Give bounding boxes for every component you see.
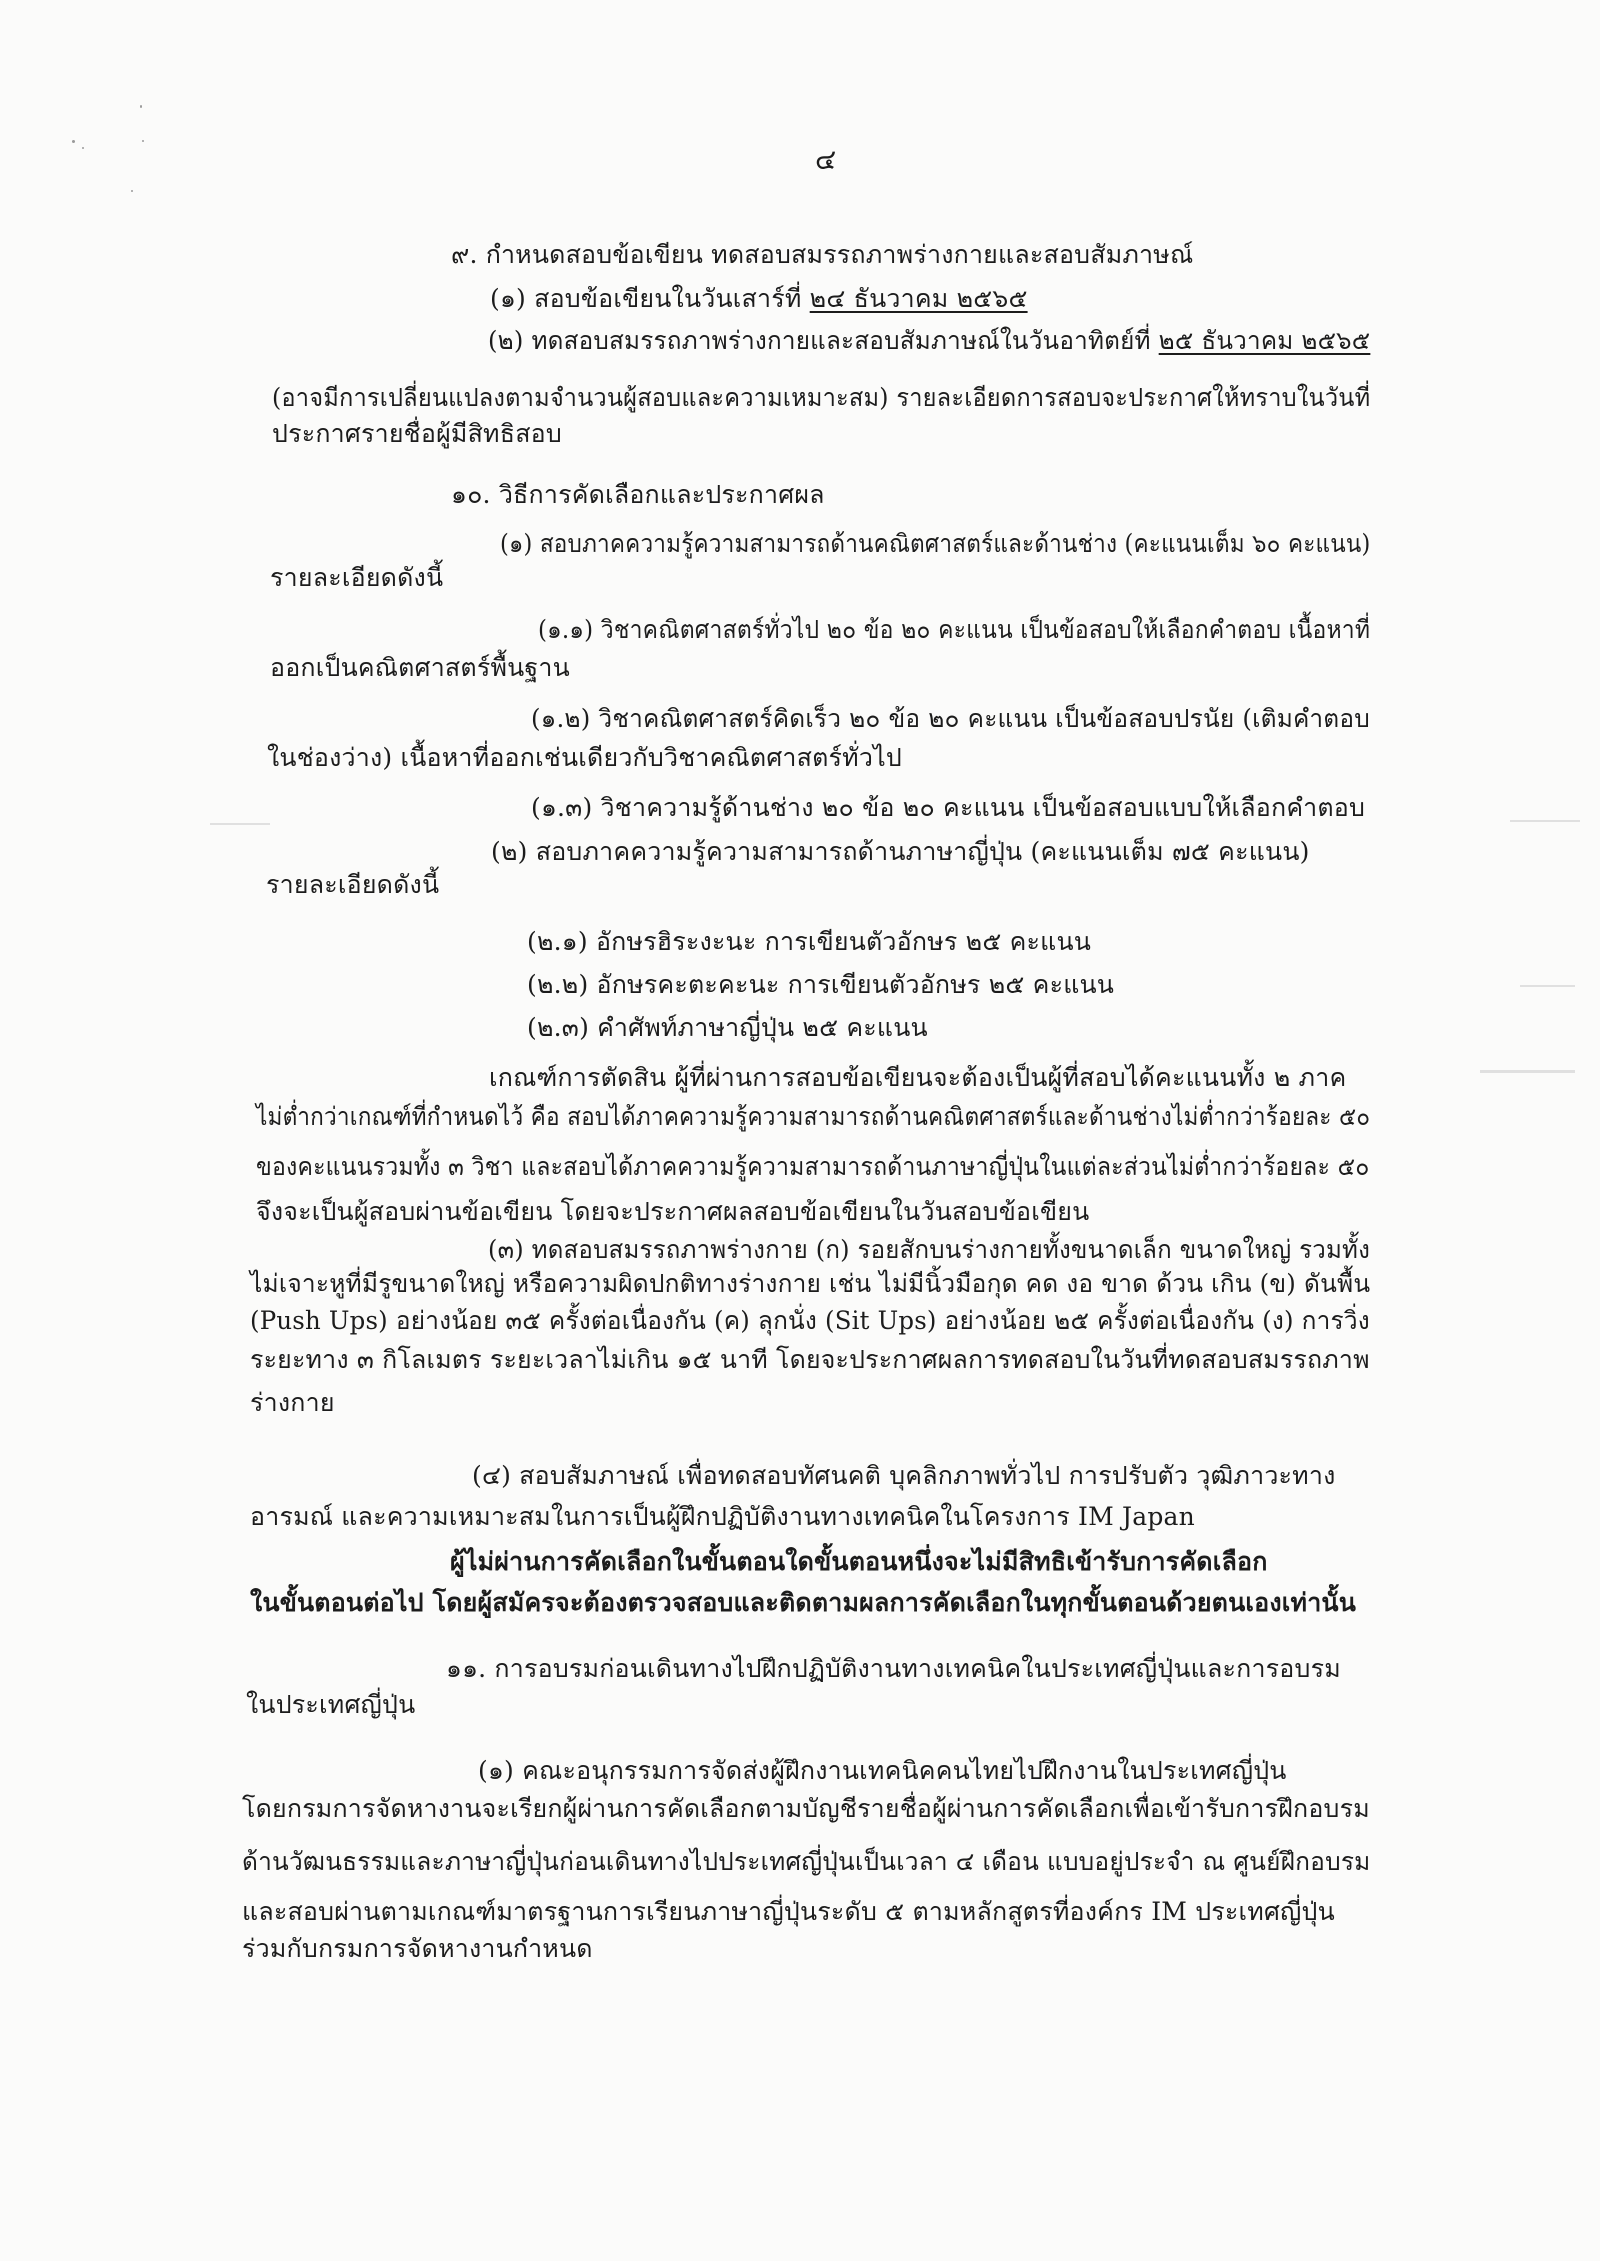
- section-10-heading: ๑๐. วิธีการคัดเลือกและประกาศผล: [451, 480, 825, 509]
- paragraph-line: (๑.๒) วิชาคณิตศาสตร์คิดเร็ว ๒๐ ข้อ ๒๐ คะแนน เป็นข้อสอบปรนัย (เติมคำตอบ: [531, 704, 1370, 733]
- scan-smudge: [1520, 985, 1575, 987]
- paragraph-line: ร่างกาย: [250, 1388, 335, 1417]
- scan-speck: [72, 140, 75, 143]
- paragraph-line: ในขั้นตอนต่อไป โดยผู้สมัครจะต้องตรวจสอบและติดตามผลการคัดเลือกในทุกขั้นตอนด้วยตนเองเท่านั้น: [250, 1588, 1357, 1617]
- paragraph-line: (๓) ทดสอบสมรรถภาพร่างกาย (ก) รอยสักบนร่างกายทั้งขนาดเล็ก ขนาดใหญ่ รวมทั้ง: [488, 1235, 1371, 1264]
- paragraph-line: (อาจมีการเปลี่ยนแปลงตามจำนวนผู้สอบและความเหมาะสม) รายละเอียดการสอบจะประกาศให้ทราบในวันที่: [272, 383, 1371, 412]
- section-9-heading: ๙. กำหนดสอบข้อเขียน ทดสอบสมรรถภาพร่างกายและสอบสัมภาษณ์: [451, 240, 1194, 269]
- paragraph-line: (๔) สอบสัมภาษณ์ เพื่อทดสอบทัศนคติ บุคลิกภาพทั่วไป การปรับตัว วุฒิภาวะทาง: [472, 1461, 1336, 1490]
- paragraph-line: (๒.๒) อักษรคะตะคะนะ การเขียนตัวอักษร ๒๕ คะแนน: [527, 970, 1115, 999]
- paragraph-line: (๒.๓) คำศัพท์ภาษาญี่ปุ่น ๒๕ คะแนน: [527, 1013, 928, 1042]
- paragraph-line: ในช่องว่าง) เนื้อหาที่ออกเช่นเดียวกับวิชาคณิตศาสตร์ทั่วไป: [267, 743, 902, 772]
- paragraph-line: และสอบผ่านตามเกณฑ์มาตรฐานการเรียนภาษาญี่ปุ่นระดับ ๕ ตามหลักสูตรที่องค์กร IM ประเทศญี่ปุ่น: [242, 1897, 1335, 1926]
- scan-speck: [82, 147, 84, 149]
- paragraph-line: ของคะแนนรวมทั้ง ๓ วิชา และสอบได้ภาคความรู้ความสามารถด้านภาษาญี่ปุ่นในแต่ละส่วนไม่ต่ำกว่าร้อยละ ๕๐: [256, 1152, 1370, 1181]
- section-11-heading: ๑๑. การอบรมก่อนเดินทางไปฝึกปฏิบัติงานทางเทคนิคในประเทศญี่ปุ่นและการอบรม: [446, 1654, 1341, 1683]
- scan-smudge: [1480, 1070, 1575, 1073]
- paragraph-line: ผู้ไม่ผ่านการคัดเลือกในขั้นตอนใดขั้นตอนหนึ่งจะไม่มีสิทธิเข้ารับการคัดเลือก: [450, 1547, 1268, 1576]
- paragraph-line: ไม่เจาะหูที่มีรูขนาดใหญ่ หรือความผิดปกติทางร่างกาย เช่น ไม่มีนิ้วมือกุด คด งอ ขาด ด้วน เกิน (ข) ดันพื้น: [250, 1269, 1371, 1298]
- scan-smudge: [1510, 820, 1580, 822]
- written-exam-date: (๑) สอบข้อเขียนในวันเสาร์ที่ ๒๔ ธันวาคม ๒๕๖๕: [490, 284, 1028, 313]
- paragraph-line: จึงจะเป็นผู้สอบผ่านข้อเขียน โดยจะประกาศผลสอบข้อเขียนในวันสอบข้อเขียน: [256, 1197, 1090, 1226]
- paragraph-line: (Push Ups) อย่างน้อย ๓๕ ครั้งต่อเนื่องกัน (ค) ลุกนั่ง (Sit Ups) อย่างน้อย ๒๕ ครั้งต่อเนื่องกัน (ง) การวิ่ง: [250, 1306, 1370, 1335]
- paragraph-line: รายละเอียดดังนี้: [270, 563, 444, 592]
- paragraph-line: (๑) คณะอนุกรรมการจัดส่งผู้ฝึกงานเทคนิคคนไทยไปฝึกงานในประเทศญี่ปุ่น: [478, 1756, 1287, 1785]
- scan-smudge: [210, 823, 270, 825]
- paragraph-line: (๒.๑) อักษรฮิระงะนะ การเขียนตัวอักษร ๒๕ คะแนน: [527, 927, 1092, 956]
- paragraph-line: (๑.๑) วิชาคณิตศาสตร์ทั่วไป ๒๐ ข้อ ๒๐ คะแนน เป็นข้อสอบให้เลือกคำตอบ เนื้อหาที่: [538, 615, 1371, 644]
- scan-speck: [142, 140, 144, 142]
- paragraph-line: โดยกรมการจัดหางานจะเรียกผู้ผ่านการคัดเลือกตามบัญชีรายชื่อผู้ผ่านการคัดเลือกเพื่อเข้ารับการฝึกอบรม: [242, 1794, 1370, 1823]
- paragraph-line: อารมณ์ และความเหมาะสมในการเป็นผู้ฝึกปฏิบัติงานทางเทคนิคในโครงการ IM Japan: [250, 1502, 1195, 1531]
- scan-speck: [140, 105, 142, 108]
- paragraph-line: ระยะทาง ๓ กิโลเมตร ระยะเวลาไม่เกิน ๑๕ นาที โดยจะประกาศผลการทดสอบในวันที่ทดสอบสมรรถภาพ: [250, 1345, 1370, 1374]
- paragraph-line: ด้านวัฒนธรรมและภาษาญี่ปุ่นก่อนเดินทางไปประเทศญี่ปุ่นเป็นเวลา ๔ เดือน แบบอยู่ประจำ ณ ศูนย์ฝึกอบรม: [242, 1847, 1371, 1876]
- paragraph-line: ในประเทศญี่ปุ่น: [246, 1690, 416, 1719]
- paragraph-line: รายละเอียดดังนี้: [266, 870, 440, 899]
- paragraph-line: (๑) สอบภาคความรู้ความสามารถด้านคณิตศาสตร์และด้านช่าง (คะแนนเต็ม ๖๐ คะแนน): [500, 529, 1371, 558]
- paragraph-line: ประกาศรายชื่อผู้มีสิทธิสอบ: [272, 419, 562, 448]
- paragraph-line: ออกเป็นคณิตศาสตร์พื้นฐาน: [270, 653, 570, 682]
- page-number: ๔: [815, 143, 837, 176]
- paragraph-line: (๒) สอบภาคความรู้ความสามารถด้านภาษาญี่ปุ่น (คะแนนเต็ม ๗๕ คะแนน): [491, 837, 1310, 866]
- paragraph-line: ร่วมกับกรมการจัดหางานกำหนด: [242, 1934, 593, 1963]
- paragraph-line: (๑.๓) วิชาความรู้ด้านช่าง ๒๐ ข้อ ๒๐ คะแนน เป็นข้อสอบแบบให้เลือกคำตอบ: [531, 793, 1366, 822]
- physical-interview-date: (๒) ทดสอบสมรรถภาพร่างกายและสอบสัมภาษณ์ในวันอาทิตย์ที่ ๒๕ ธันวาคม ๒๕๖๕: [488, 326, 1371, 355]
- paragraph-line: เกณฑ์การตัดสิน ผู้ที่ผ่านการสอบข้อเขียนจะต้องเป็นผู้ที่สอบได้คะแนนทั้ง ๒ ภาค: [489, 1063, 1347, 1092]
- scan-speck: [131, 190, 133, 192]
- paragraph-line: ไม่ต่ำกว่าเกณฑ์ที่กำหนดไว้ คือ สอบได้ภาคความรู้ความสามารถด้านคณิตศาสตร์และด้านช่างไม่ต่ำกว่าร้อยละ ๕๐: [256, 1102, 1371, 1131]
